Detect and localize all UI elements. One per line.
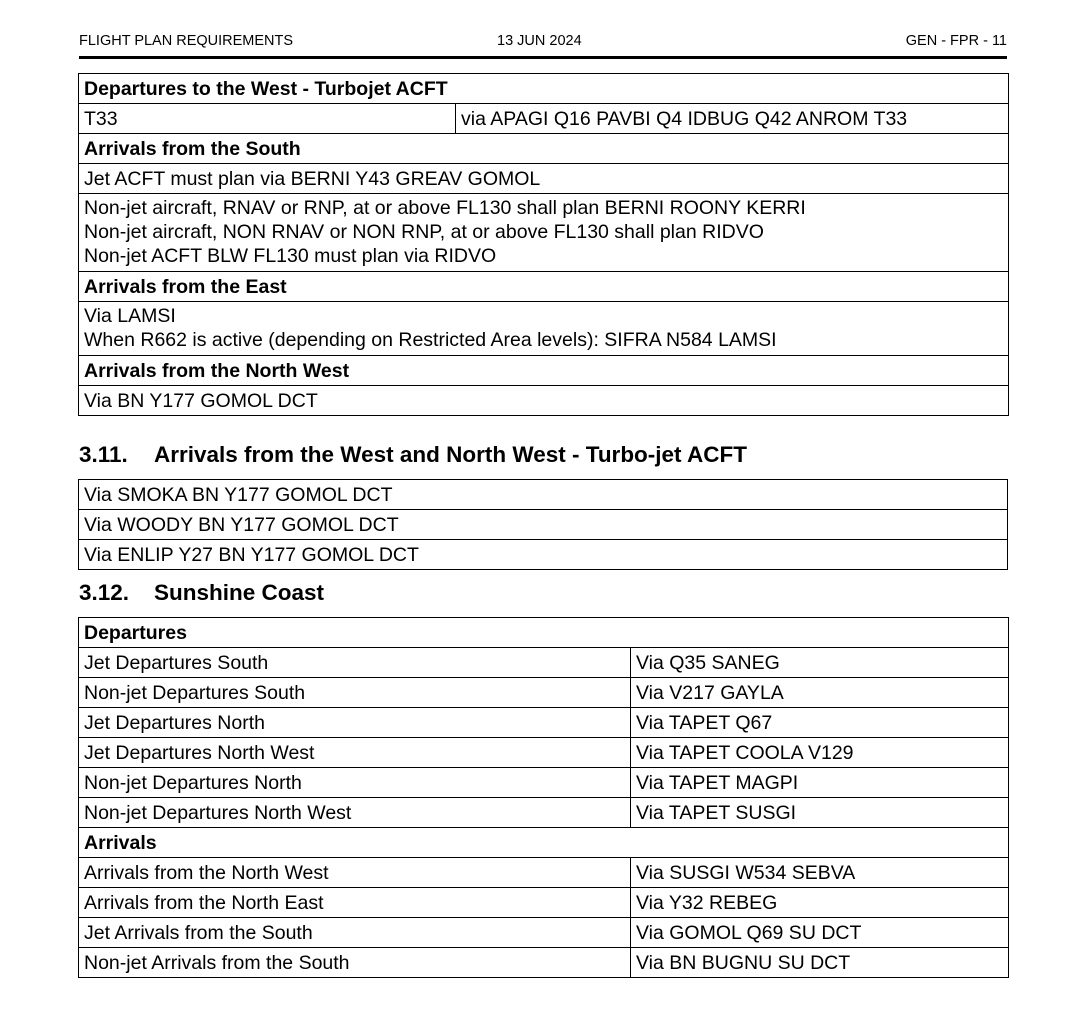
nonjet-south-requirements [79,194,1009,272]
arrival-route: Via SUSGI W534 SEBVA [631,858,1009,888]
section-3-12-title [79,580,324,606]
header-divider [79,56,1007,59]
east-requirements [79,302,1009,356]
departure-route: Via TAPET MAGPI [631,768,1009,798]
nonjet-south-line: Non-jet aircraft, NON RNAV or NON RNP, at or above FL130 shall plan RIDVO [84,221,764,243]
section-3-11-table [78,479,1008,570]
departure-label: Non-jet Departures South [79,678,631,708]
arrival-label: Arrivals from the North East [79,888,631,918]
arrivals-east-heading: Arrivals from the East [79,272,1009,302]
arrival-route: Via Y32 REBEG [631,888,1009,918]
departures-west-heading: Departures to the West - Turbojet ACFT [79,74,1009,104]
route-row: Via ENLIP Y27 BN Y177 GOMOL DCT [79,540,1008,570]
departure-label: Jet Departures North West [79,738,631,768]
arrivals-nw-heading: Arrivals from the North West [79,356,1009,386]
departure-route: Via Q35 SANEG [631,648,1009,678]
section-heading: Arrivals from the West and North West - Turbo-jet ACFT [154,442,747,467]
departure-label: Jet Departures South [79,648,631,678]
header-date: 13 JUN 2024 [497,33,582,49]
header-document-title: FLIGHT PLAN REQUIREMENTS [79,33,294,49]
departure-route: Via TAPET COOLA V129 [631,738,1009,768]
arrival-route: Via GOMOL Q69 SU DCT [631,918,1009,948]
nonjet-south-line: Non-jet aircraft, RNAV or RNP, at or above FL130 shall plan BERNI ROONY KERRI [84,197,806,219]
section-heading: Sunshine Coast [154,580,325,605]
section-3-11-title [79,442,747,468]
departure-label: Jet Departures North [79,708,631,738]
route-row: Via WOODY BN Y177 GOMOL DCT [79,510,1008,540]
departure-label: Non-jet Departures North [79,768,631,798]
arrival-label: Arrivals from the North West [79,858,631,888]
departure-route: Via TAPET Q67 [631,708,1009,738]
nonjet-south-line: Non-jet ACFT BLW FL130 must plan via RIDVO [84,245,497,267]
jet-south-requirement: Jet ACFT must plan via BERNI Y43 GREAV GOMOL [79,164,1009,194]
header-page-reference: GEN - FPR - 11 [905,33,1007,49]
t33-route: via APAGI Q16 PAVBI Q4 IDBUG Q42 ANROM T33 [456,104,1009,134]
departure-route: Via TAPET SUSGI [631,798,1009,828]
departure-label: Non-jet Departures North West [79,798,631,828]
page-header [79,31,1007,51]
nw-route: Via BN Y177 GOMOL DCT [79,386,1009,416]
departures-arrivals-table [78,73,1009,416]
east-line: When R662 is active (depending on Restricted Area levels): SIFRA N584 LAMSI [84,329,777,351]
route-row: Via SMOKA BN Y177 GOMOL DCT [79,480,1008,510]
arrival-route: Via BN BUGNU SU DCT [631,948,1009,978]
section-number: 3.12. [79,580,130,605]
sunshine-coast-table [78,617,1009,978]
east-line: Via LAMSI [84,305,176,327]
departure-route: Via V217 GAYLA [631,678,1009,708]
t33-label: T33 [79,104,456,134]
arrivals-south-heading: Arrivals from the South [79,134,1009,164]
arrivals-heading: Arrivals [79,828,1009,858]
arrival-label: Non-jet Arrivals from the South [79,948,631,978]
arrival-label: Jet Arrivals from the South [79,918,631,948]
section-number: 3.11. [79,442,128,467]
departures-heading: Departures [79,618,1009,648]
